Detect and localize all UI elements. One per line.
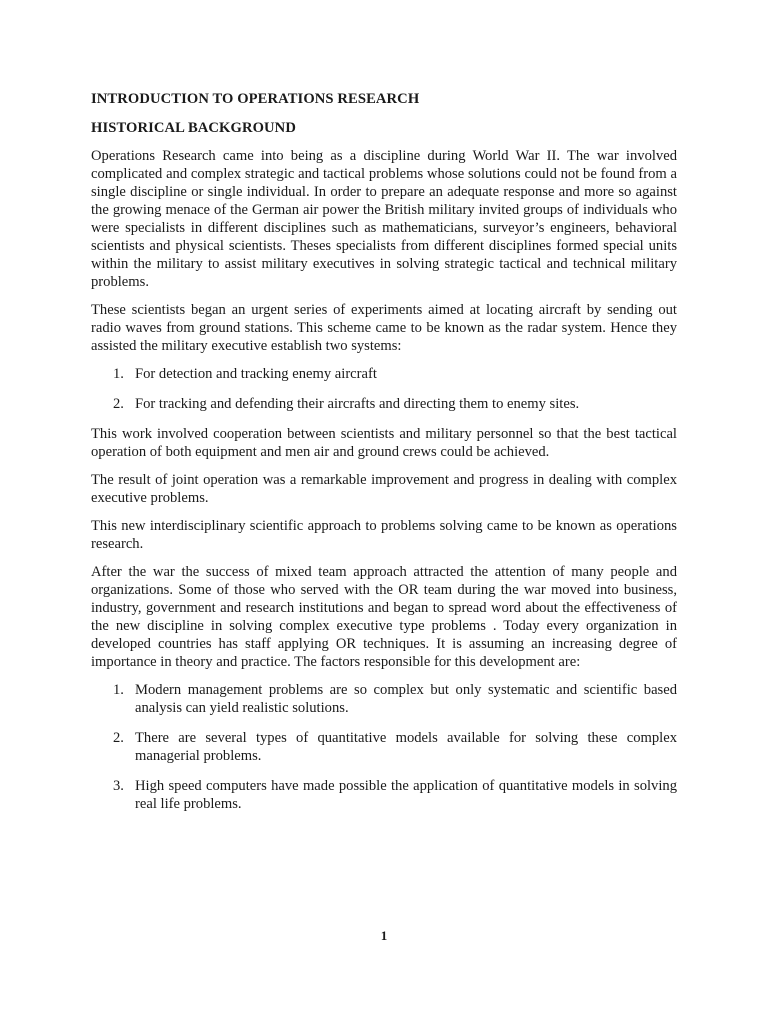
list-item-text: High speed computers have made possible the application of quantitative models in solving real life problems. (135, 778, 677, 812)
list-item (91, 395, 677, 413)
list-item (91, 681, 677, 717)
paragraph-postwar: After the war the success of mixed team approach attracted the attention of many people and organizations. Some of those who served with the OR team during the war moved into business, industry, government and research institutions and began to spread word about the effectiveness of the new discipline in solving complex executive type problems . Today every organization in developed countries has staff applying OR techniques. It is assuming an increasing degree of importance in theory and practice. The factors responsible for this development are: (91, 564, 677, 670)
list-item-number: 1. (113, 366, 124, 382)
list-item-number: 2. (113, 396, 124, 412)
factors-list (91, 681, 677, 813)
list-item-number: 1. (113, 682, 124, 698)
document-title: INTRODUCTION TO OPERATIONS RESEARCH (91, 91, 420, 107)
systems-list (91, 365, 677, 413)
document-page (91, 90, 677, 825)
list-item-text: There are several types of quantitative models available for solving these complex managerial problems. (135, 730, 677, 764)
list-item-text: For tracking and defending their aircrafts and directing them to enemy sites. (135, 396, 580, 412)
list-item-number: 3. (113, 778, 124, 794)
list-item (91, 729, 677, 765)
list-item (91, 365, 677, 383)
paragraph-cooperation: This work involved cooperation between scientists and military personnel so that the best tactical operation of both equipment and men air and ground crews could be achieved. (91, 426, 677, 460)
page-number: 1 (380, 928, 388, 943)
section-heading: HISTORICAL BACKGROUND (91, 120, 296, 136)
list-item-number: 2. (113, 730, 124, 746)
paragraph-definition: This new interdisciplinary scientific approach to problems solving came to be known as operations research. (91, 518, 677, 552)
paragraph-origin: Operations Research came into being as a discipline during World War II. The war involved complicated and complex strategic and tactical problems whose solutions could not be found from a single discipline or single individual. In order to prepare an adequate response and more so against the growing menace of the German air power the British military invited groups of individuals who were specialists in different disciplines such as mathematicians, surveyor’s engineers, behavioral scientists and physical scientists. Theses specialists from different disciplines formed special units within the military to assist military executives in solving strategic tactical and technical military problems. (91, 148, 677, 290)
list-item-text: Modern management problems are so complex but only systematic and scientific based analysis can yield realistic solutions. (135, 682, 677, 716)
paragraph-result: The result of joint operation was a remarkable improvement and progress in dealing with complex executive problems. (91, 472, 677, 506)
list-item (91, 777, 677, 813)
list-item-text: For detection and tracking enemy aircraft (135, 366, 377, 382)
paragraph-radar: These scientists began an urgent series of experiments aimed at locating aircraft by sending out radio waves from ground stations. This scheme came to be known as the radar system. Hence they assisted the military executive establish two systems: (91, 302, 677, 354)
